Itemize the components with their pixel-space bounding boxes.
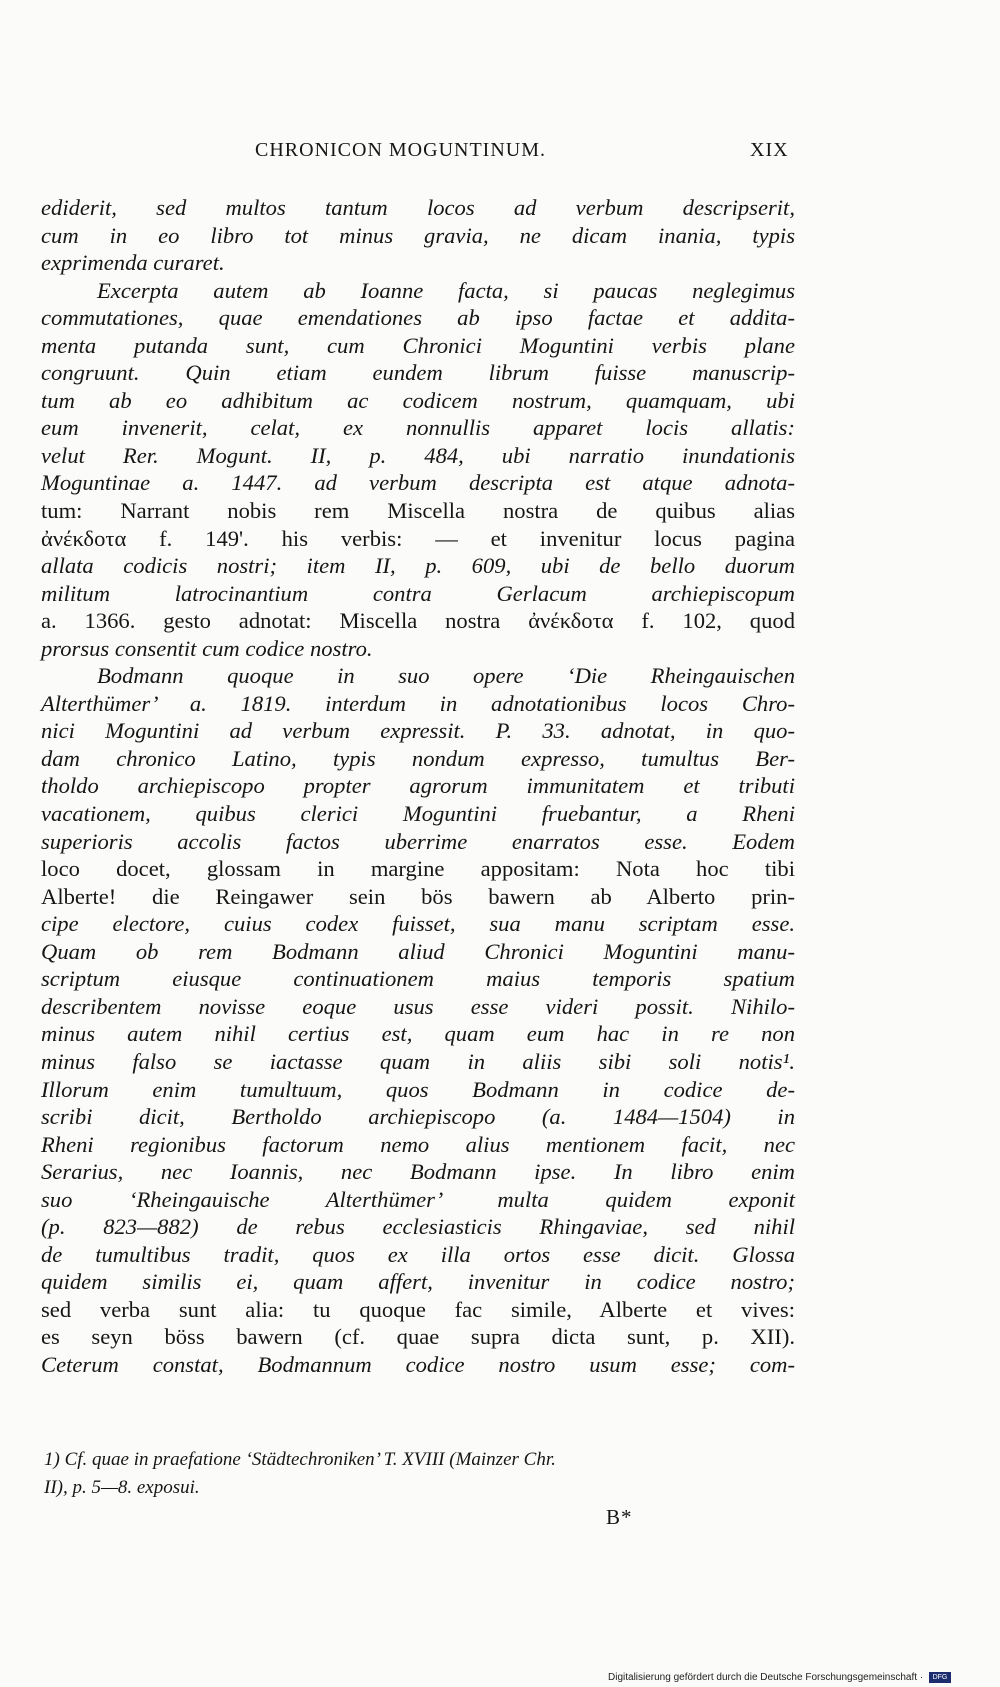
- text-line: Illorum enim tumultuum, quos Bodmann in codice de-: [41, 1076, 795, 1102]
- footnotes: [44, 1448, 794, 1503]
- text-line: exprimenda curaret.: [41, 250, 225, 276]
- text-line: vacationem, quibus clerici Moguntini fruebantur, a Rheni: [41, 801, 795, 827]
- text-line: eum invenerit, celat, ex nonnullis apparet locis allatis:: [41, 415, 795, 441]
- text-line: dam chronico Latino, typis nondum expresso, tumultus Ber-: [41, 745, 795, 771]
- text-line: describentem novisse eoque usus esse videri possit. Nihilo-: [41, 993, 795, 1019]
- footnote-line: 1) Cf. quae in praefatione ‘Städtechroniken’ T. XVIII (Mainzer Chr.: [44, 1449, 556, 1470]
- text-line: (p. 823—882) de rebus ecclesiasticis Rhingaviae, sed nihil: [41, 1214, 795, 1240]
- text-line: tum ab eo adhibitum ac codicem nostrum, quamquam, ubi: [41, 387, 795, 413]
- digitization-credit: [608, 1672, 951, 1683]
- page-number: XIX: [750, 139, 789, 161]
- text-line: a. 1366. gesto adnotat: Miscella nostra ἀνέκδοτα f. 102, quod: [41, 608, 795, 634]
- text-line: scribi dicit, Bertholdo archiepiscopo (a. 1484—1504) in: [41, 1104, 795, 1130]
- text-line: Rheni regionibus factorum nemo alius mentionem facit, nec: [41, 1131, 795, 1157]
- text-line: ἀνέκδοτα f. 149'. his verbis: — et invenitur locus pagina: [41, 525, 795, 551]
- text-line: Moguntinae a. 1447. ad verbum descripta est atque adnota-: [41, 470, 795, 496]
- footnote-line: II), p. 5—8. exposui.: [44, 1476, 200, 1498]
- body-text: [41, 194, 795, 1379]
- text-line: cipe electore, cuius codex fuisset, sua manu scriptam esse.: [41, 911, 795, 937]
- text-line: Excerpta autem ab Ioanne facta, si paucas neglegimus: [97, 277, 795, 303]
- text-line: congruunt. Quin etiam eundem librum fuisse manuscrip-: [41, 360, 795, 386]
- text-line: loco docet, glossam in margine appositam: Nota hoc tibi: [41, 856, 795, 882]
- signature-mark: B*: [606, 1505, 633, 1529]
- text-line: es seyn böss bawern (cf. quae supra dicta sunt, p. XII).: [41, 1324, 795, 1350]
- text-line: Serarius, nec Ioannis, nec Bodmann ipse. In libro enim: [41, 1159, 795, 1185]
- running-head-title: CHRONICON MOGUNTINUM.: [255, 139, 546, 161]
- text-line: menta putanda sunt, cum Chronici Moguntini verbis plane: [41, 332, 795, 358]
- text-line: de tumultibus tradit, quos ex illa ortos esse dicit. Glossa: [41, 1241, 795, 1267]
- text-line: tholdo archiepiscopo propter agrorum immunitatem et tributi: [41, 773, 795, 799]
- text-line: Alberte! die Reingawer sein bös bawern ab Alberto prin-: [41, 883, 795, 909]
- text-line: commutationes, quae emendationes ab ipso factae et addita-: [41, 305, 795, 331]
- text-line: militum latrocinantium contra Gerlacum archiepiscopum: [41, 580, 795, 606]
- text-line: velut Rer. Mogunt. II, p. 484, ubi narratio inundationis: [41, 442, 795, 468]
- text-line: superioris accolis factos uberrime enarratos esse. Eodem: [41, 828, 795, 854]
- text-line: sed verba sunt alia: tu quoque fac simile, Alberte et vives:: [41, 1296, 795, 1322]
- text-line: Quam ob rem Bodmann aliud Chronici Moguntini manu-: [41, 938, 795, 964]
- text-line: prorsus consentit cum codice nostro.: [41, 635, 373, 661]
- text-line: Bodmann quoque in suo opere ‘Die Rheingauischen: [97, 663, 795, 689]
- credit-text: Digitalisierung gefördert durch die Deutsche Forschungsgemeinschaft ·: [608, 1672, 924, 1684]
- dfg-logo-icon: DFG: [929, 1672, 951, 1683]
- text-line: suo ‘Rheingauische Alterthümer’ multa quidem exponit: [41, 1186, 795, 1212]
- text-line: minus falso se iactasse quam in aliis sibi soli notis¹.: [41, 1048, 795, 1074]
- text-line: Ceterum constat, Bodmannum codice nostro usum esse; com-: [41, 1351, 795, 1377]
- text-line: cum in eo libro tot minus gravia, ne dicam inania, typis: [41, 222, 795, 248]
- text-line: nici Moguntini ad verbum expressit. P. 33. adnotat, in quo-: [41, 718, 795, 744]
- text-line: ediderit, sed multos tantum locos ad verbum descripserit,: [41, 195, 795, 220]
- text-line: scriptum eiusque continuationem maius temporis spatium: [41, 966, 795, 992]
- text-line: tum: Narrant nobis rem Miscella nostra de quibus alias: [41, 498, 795, 524]
- text-line: Alterthümer’ a. 1819. interdum in adnotationibus locos Chro-: [41, 690, 795, 716]
- text-line: quidem similis ei, quam affert, invenitur in codice nostro;: [41, 1269, 795, 1295]
- text-line: allata codicis nostri; item II, p. 609, ubi de bello duorum: [41, 553, 795, 579]
- text-line: minus autem nihil certius est, quam eum hac in re non: [41, 1021, 795, 1047]
